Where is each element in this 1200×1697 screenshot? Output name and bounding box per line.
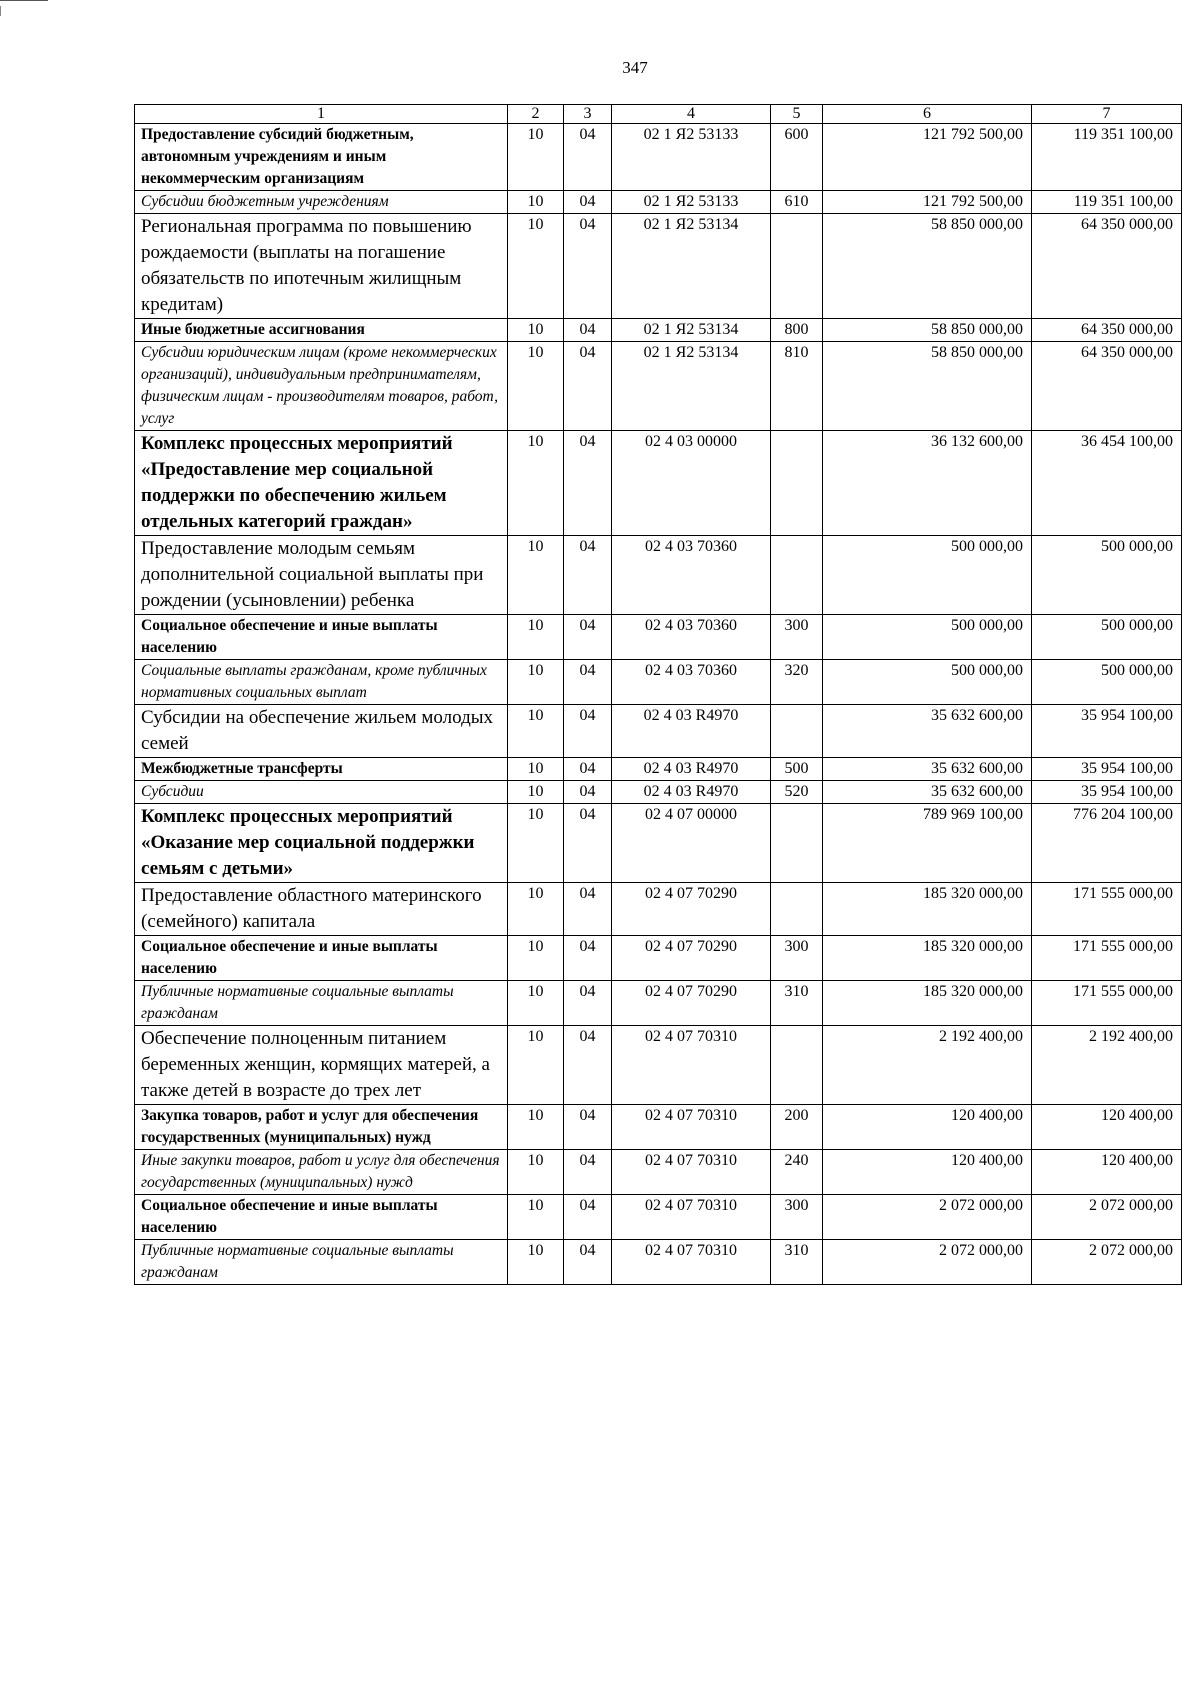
target-item-code-cell: 02 4 07 70290	[612, 936, 771, 981]
section-code-cell: 10	[508, 191, 564, 214]
amount-year1-cell: 120 400,00	[823, 1105, 1032, 1150]
subsection-code-cell: 04	[564, 124, 612, 191]
table-row	[135, 1105, 1182, 1150]
section-code-cell: 10	[508, 1240, 564, 1285]
column-header: 7	[1032, 105, 1182, 124]
amount-year2-cell: 2 072 000,00	[1032, 1240, 1182, 1285]
subsection-code-cell: 04	[564, 705, 612, 758]
amount-year1-cell: 185 320 000,00	[823, 936, 1032, 981]
row-name-cell: Субсидии бюджетным учреждениям	[135, 191, 508, 214]
section-code-cell: 10	[508, 124, 564, 191]
table-row	[135, 981, 1182, 1026]
section-code-cell: 10	[508, 981, 564, 1026]
target-item-code-cell: 02 1 Я2 53134	[612, 214, 771, 319]
subsection-code-cell: 04	[564, 804, 612, 883]
table-row	[135, 536, 1182, 615]
expense-type-code-cell: 810	[771, 342, 823, 431]
amount-year1-cell: 500 000,00	[823, 615, 1032, 660]
target-item-code-cell: 02 1 Я2 53134	[612, 319, 771, 342]
target-item-code-cell: 02 4 03 R4970	[612, 781, 771, 804]
expense-type-code-cell: 610	[771, 191, 823, 214]
target-item-code-cell: 02 4 07 70310	[612, 1150, 771, 1195]
amount-year1-cell: 2 072 000,00	[823, 1195, 1032, 1240]
target-item-code-cell: 02 1 Я2 53133	[612, 124, 771, 191]
row-name-cell: Региональная программа по повышению рождаемости (выплаты на погашение обязательств по ипотечным жилищным кредитам)	[135, 214, 508, 319]
expense-type-code-cell: 240	[771, 1150, 823, 1195]
subsection-code-cell: 04	[564, 536, 612, 615]
target-item-code-cell: 02 4 03 70360	[612, 536, 771, 615]
target-item-code-cell: 02 4 07 70310	[612, 1195, 771, 1240]
budget-table	[134, 104, 1182, 1285]
subsection-code-cell: 04	[564, 981, 612, 1026]
section-code-cell: 10	[508, 781, 564, 804]
section-code-cell: 10	[508, 1026, 564, 1105]
amount-year2-cell: 500 000,00	[1032, 660, 1182, 705]
column-header: 2	[508, 105, 564, 124]
row-name-cell: Публичные нормативные социальные выплаты гражданам	[135, 981, 508, 1026]
section-code-cell: 10	[508, 758, 564, 781]
row-name-cell: Обеспечение полноценным питанием беременных женщин, кормящих матерей, а также детей в возрасте до трех лет	[135, 1026, 508, 1105]
amount-year2-cell: 171 555 000,00	[1032, 981, 1182, 1026]
amount-year1-cell: 500 000,00	[823, 660, 1032, 705]
amount-year2-cell: 64 350 000,00	[1032, 319, 1182, 342]
amount-year1-cell: 35 632 600,00	[823, 705, 1032, 758]
section-code-cell: 10	[508, 1105, 564, 1150]
expense-type-code-cell	[771, 804, 823, 883]
table-row	[135, 936, 1182, 981]
amount-year1-cell: 789 969 100,00	[823, 804, 1032, 883]
row-name-cell: Публичные нормативные социальные выплаты гражданам	[135, 1240, 508, 1285]
expense-type-code-cell: 200	[771, 1105, 823, 1150]
table-row	[135, 342, 1182, 431]
row-name-cell: Социальное обеспечение и иные выплаты населению	[135, 615, 508, 660]
column-header: 5	[771, 105, 823, 124]
section-code-cell: 10	[508, 431, 564, 536]
amount-year2-cell: 35 954 100,00	[1032, 758, 1182, 781]
expense-type-code-cell: 300	[771, 1195, 823, 1240]
expense-type-code-cell: 600	[771, 124, 823, 191]
amount-year2-cell: 64 350 000,00	[1032, 214, 1182, 319]
amount-year1-cell: 2 072 000,00	[823, 1240, 1032, 1285]
subsection-code-cell: 04	[564, 191, 612, 214]
subsection-code-cell: 04	[564, 1240, 612, 1285]
expense-type-code-cell	[771, 431, 823, 536]
expense-type-code-cell: 310	[771, 981, 823, 1026]
table-row	[135, 883, 1182, 936]
target-item-code-cell: 02 4 07 70310	[612, 1105, 771, 1150]
section-code-cell: 10	[508, 1195, 564, 1240]
subsection-code-cell: 04	[564, 1105, 612, 1150]
target-item-code-cell: 02 4 03 R4970	[612, 705, 771, 758]
subsection-code-cell: 04	[564, 1150, 612, 1195]
amount-year1-cell: 500 000,00	[823, 536, 1032, 615]
expense-type-code-cell: 800	[771, 319, 823, 342]
amount-year1-cell: 58 850 000,00	[823, 214, 1032, 319]
amount-year2-cell: 64 350 000,00	[1032, 342, 1182, 431]
row-name-cell: Закупка товаров, работ и услуг для обеспечения государственных (муниципальных) нужд	[135, 1105, 508, 1150]
amount-year1-cell: 35 632 600,00	[823, 758, 1032, 781]
table-header-row	[135, 105, 1182, 124]
amount-year1-cell: 121 792 500,00	[823, 191, 1032, 214]
subsection-code-cell: 04	[564, 936, 612, 981]
amount-year1-cell: 185 320 000,00	[823, 981, 1032, 1026]
expense-type-code-cell	[771, 214, 823, 319]
table-row	[135, 781, 1182, 804]
table-row	[135, 804, 1182, 883]
amount-year1-cell: 120 400,00	[823, 1150, 1032, 1195]
row-name-cell: Социальные выплаты гражданам, кроме публичных нормативных социальных выплат	[135, 660, 508, 705]
amount-year1-cell: 185 320 000,00	[823, 883, 1032, 936]
target-item-code-cell: 02 4 03 70360	[612, 660, 771, 705]
expense-type-code-cell: 320	[771, 660, 823, 705]
section-code-cell: 10	[508, 1150, 564, 1195]
subsection-code-cell: 04	[564, 214, 612, 319]
section-code-cell: 10	[508, 615, 564, 660]
amount-year1-cell: 35 632 600,00	[823, 781, 1032, 804]
amount-year2-cell: 2 072 000,00	[1032, 1195, 1182, 1240]
target-item-code-cell: 02 4 07 00000	[612, 804, 771, 883]
target-item-code-cell: 02 4 03 R4970	[612, 758, 771, 781]
amount-year1-cell: 58 850 000,00	[823, 342, 1032, 431]
expense-type-code-cell: 500	[771, 758, 823, 781]
section-code-cell: 10	[508, 936, 564, 981]
table-row	[135, 1150, 1182, 1195]
subsection-code-cell: 04	[564, 758, 612, 781]
amount-year1-cell: 2 192 400,00	[823, 1026, 1032, 1105]
subsection-code-cell: 04	[564, 615, 612, 660]
amount-year1-cell: 121 792 500,00	[823, 124, 1032, 191]
table-row	[135, 705, 1182, 758]
amount-year1-cell: 58 850 000,00	[823, 319, 1032, 342]
column-header: 1	[135, 105, 508, 124]
scan-edge-mark	[0, 0, 48, 1]
amount-year2-cell: 2 192 400,00	[1032, 1026, 1182, 1105]
amount-year2-cell: 35 954 100,00	[1032, 781, 1182, 804]
target-item-code-cell: 02 4 07 70290	[612, 883, 771, 936]
amount-year2-cell: 171 555 000,00	[1032, 883, 1182, 936]
amount-year2-cell: 120 400,00	[1032, 1150, 1182, 1195]
table-row	[135, 615, 1182, 660]
column-header: 3	[564, 105, 612, 124]
row-name-cell: Социальное обеспечение и иные выплаты населению	[135, 1195, 508, 1240]
page-number: 347	[622, 58, 648, 77]
table-row	[135, 191, 1182, 214]
amount-year2-cell: 120 400,00	[1032, 1105, 1182, 1150]
expense-type-code-cell	[771, 705, 823, 758]
row-name-cell: Предоставление субсидий бюджетным, автономным учреждениям и иным некоммерческим организациям	[135, 124, 508, 191]
section-code-cell: 10	[508, 660, 564, 705]
section-code-cell: 10	[508, 319, 564, 342]
table-row	[135, 1240, 1182, 1285]
row-name-cell: Иные закупки товаров, работ и услуг для обеспечения государственных (муниципальных) нужд	[135, 1150, 508, 1195]
target-item-code-cell: 02 4 03 70360	[612, 615, 771, 660]
table-row	[135, 214, 1182, 319]
table-row	[135, 1195, 1182, 1240]
subsection-code-cell: 04	[564, 1195, 612, 1240]
amount-year2-cell: 500 000,00	[1032, 615, 1182, 660]
row-name-cell: Субсидии	[135, 781, 508, 804]
row-name-cell: Комплекс процессных мероприятий «Оказание мер социальной поддержки семьям с детьми»	[135, 804, 508, 883]
scan-edge-mark	[0, 6, 1, 16]
amount-year2-cell: 500 000,00	[1032, 536, 1182, 615]
section-code-cell: 10	[508, 214, 564, 319]
row-name-cell: Иные бюджетные ассигнования	[135, 319, 508, 342]
amount-year2-cell: 171 555 000,00	[1032, 936, 1182, 981]
section-code-cell: 10	[508, 342, 564, 431]
subsection-code-cell: 04	[564, 342, 612, 431]
section-code-cell: 10	[508, 883, 564, 936]
expense-type-code-cell: 310	[771, 1240, 823, 1285]
section-code-cell: 10	[508, 804, 564, 883]
amount-year2-cell: 36 454 100,00	[1032, 431, 1182, 536]
subsection-code-cell: 04	[564, 1026, 612, 1105]
expense-type-code-cell	[771, 1026, 823, 1105]
expense-type-code-cell: 520	[771, 781, 823, 804]
subsection-code-cell: 04	[564, 431, 612, 536]
amount-year2-cell: 776 204 100,00	[1032, 804, 1182, 883]
target-item-code-cell: 02 4 03 00000	[612, 431, 771, 536]
amount-year2-cell: 119 351 100,00	[1032, 191, 1182, 214]
expense-type-code-cell: 300	[771, 936, 823, 981]
table-row	[135, 758, 1182, 781]
row-name-cell: Субсидии на обеспечение жильем молодых семей	[135, 705, 508, 758]
target-item-code-cell: 02 4 07 70310	[612, 1240, 771, 1285]
expense-type-code-cell	[771, 536, 823, 615]
target-item-code-cell: 02 4 07 70310	[612, 1026, 771, 1105]
column-header: 6	[823, 105, 1032, 124]
row-name-cell: Субсидии юридическим лицам (кроме некоммерческих организаций), индивидуальным предпринимателям, физическим лицам - производителям товаров, работ, услуг	[135, 342, 508, 431]
subsection-code-cell: 04	[564, 660, 612, 705]
row-name-cell: Межбюджетные трансферты	[135, 758, 508, 781]
section-code-cell: 10	[508, 705, 564, 758]
section-code-cell: 10	[508, 536, 564, 615]
subsection-code-cell: 04	[564, 781, 612, 804]
row-name-cell: Социальное обеспечение и иные выплаты населению	[135, 936, 508, 981]
table-row	[135, 1026, 1182, 1105]
table-row	[135, 431, 1182, 536]
subsection-code-cell: 04	[564, 319, 612, 342]
target-item-code-cell: 02 4 07 70290	[612, 981, 771, 1026]
amount-year1-cell: 36 132 600,00	[823, 431, 1032, 536]
table-row	[135, 124, 1182, 191]
table-row	[135, 319, 1182, 342]
row-name-cell: Предоставление молодым семьям дополнительной социальной выплаты при рождении (усыновлении) ребенка	[135, 536, 508, 615]
row-name-cell: Комплекс процессных мероприятий «Предоставление мер социальной поддержки по обеспечению жильем отдельных категорий граждан»	[135, 431, 508, 536]
row-name-cell: Предоставление областного материнского (семейного) капитала	[135, 883, 508, 936]
table-row	[135, 660, 1182, 705]
amount-year2-cell: 35 954 100,00	[1032, 705, 1182, 758]
target-item-code-cell: 02 1 Я2 53134	[612, 342, 771, 431]
expense-type-code-cell: 300	[771, 615, 823, 660]
expense-type-code-cell	[771, 883, 823, 936]
column-header: 4	[612, 105, 771, 124]
target-item-code-cell: 02 1 Я2 53133	[612, 191, 771, 214]
subsection-code-cell: 04	[564, 883, 612, 936]
amount-year2-cell: 119 351 100,00	[1032, 124, 1182, 191]
